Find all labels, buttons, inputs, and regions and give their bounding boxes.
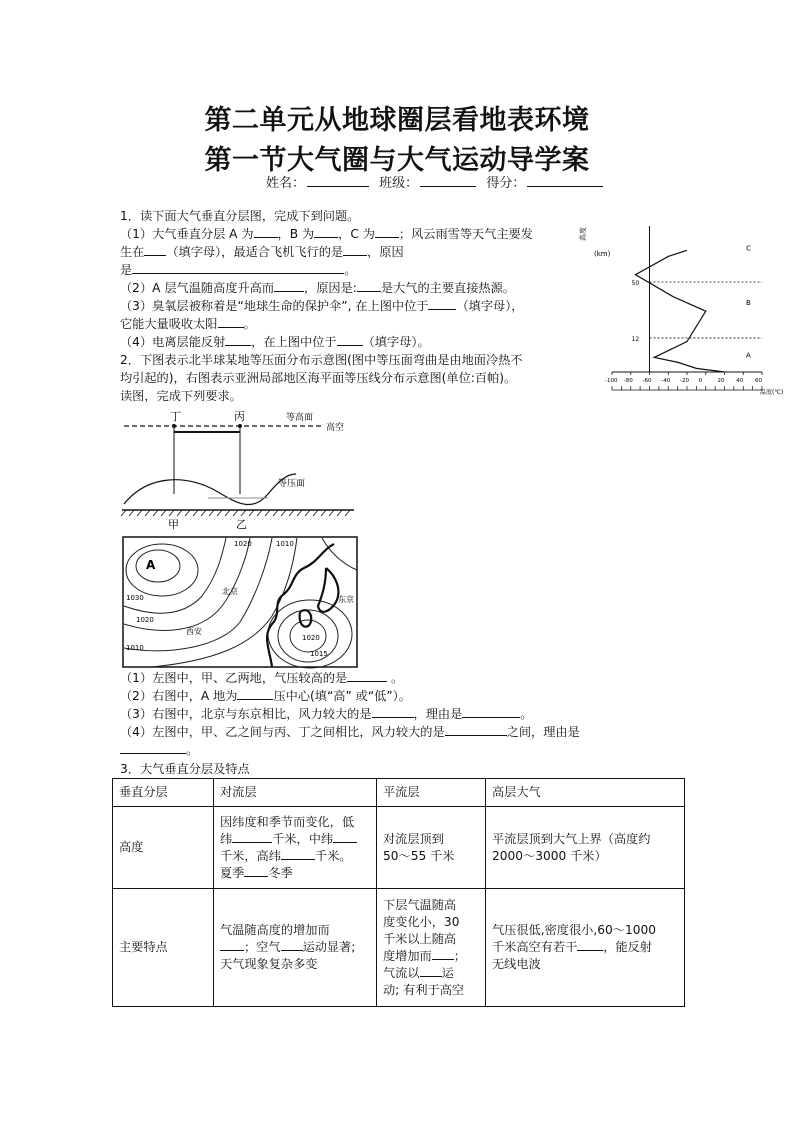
layer-feature-table [112,778,685,1007]
chart-x-tick: 20 [717,378,725,384]
blank[interactable] [244,865,268,877]
chart-x-tick: -40 [661,378,671,384]
table-row [113,779,685,807]
asia-isobar-map [122,536,358,668]
label-yi: 乙 [236,518,247,531]
isobar-1010-top: 1010 [276,540,294,548]
chart-x-tick: 40 [736,378,744,384]
q1-line4: （2）A 层气温随高度升高而 ，原因是: 是大气的主要直接热源。 [120,281,515,295]
isobar-1030: 1030 [126,594,144,602]
q1-line3: 是 。 [120,263,357,277]
chart-layer-label: B [746,299,751,308]
q2-line2: 均引起的)，右图表示亚洲局部地区海平面等压线分布示意图(单位:百帕)。 [120,371,517,385]
blank[interactable] [120,742,186,754]
blank[interactable] [281,848,315,860]
q2-sub3: （3）右图中，北京与东京相比，风力较大的是 ，理由是 。 [120,707,533,721]
row-height-label: 高度 [113,807,214,889]
blank[interactable] [372,706,414,718]
blank[interactable] [254,226,278,238]
class-label: 班级： [379,176,419,191]
header-upper: 高层大气 [486,779,685,807]
table-title: 3．大气垂直分层及特点 [120,762,250,776]
chart-xlabel: 温度(℃) [760,389,784,396]
blank[interactable] [445,724,507,736]
map-frame [123,537,357,667]
label-dongjing: 东京 [338,595,354,604]
label-beijing: 北京 [222,587,238,596]
temperature-curve [635,250,724,372]
chart-x-tick: -100 [605,378,618,384]
table-row [113,807,685,889]
blank[interactable] [281,939,303,951]
isobar-1020-left: 1020 [136,616,154,624]
isobar-1015: 1015 [310,650,328,658]
chart-layer-label: C [746,244,751,253]
header-stratosphere: 平流层 [377,779,486,807]
label-A: A [146,558,156,572]
chart-x-tick: 60 [755,378,762,384]
troposphere-feature: 气温随高度的增加而 ；空气 运动显著; 天气现象复杂多变 [214,889,377,1007]
score-label: 得分： [486,176,526,191]
q1-line1: （1）大气垂直分层 A 为 ，B 为 ，C 为 ；风云雨雪等天气主要发 [120,227,533,241]
isobar-1020-center: 1020 [302,634,320,642]
chart-x-tick: -60 [642,378,652,384]
header-layer: 垂直分层 [113,779,214,807]
q2-sub1: （1）左图中，甲、乙两地，气压较高的是 。 [120,671,404,685]
label-bing: 丙 [234,410,245,423]
q1-stem: 1．读下面大气垂直分层图，完成下到问题。 [120,209,360,223]
chart-x-tick: 0 [698,378,703,384]
atmosphere-layer-chart [579,212,788,402]
class-field[interactable] [420,174,476,187]
blank[interactable] [144,244,166,256]
blank[interactable] [420,965,442,977]
blank[interactable] [314,226,338,238]
stratosphere-feature: 下层气温随高 度变化小，30 千米以上随高 度增加而 ； 气流以 运 动; 有利于高空 [377,889,486,1007]
blank[interactable] [577,939,603,951]
blank[interactable] [428,298,456,310]
chart-y-tick: 50 [631,279,640,287]
upper-height: 平流层顶到大气上界（高度约 2000～3000 千米） [486,807,685,889]
chart-yunit: (km) [594,250,611,258]
chart-layer-label: A [746,351,751,360]
label-gaokong: 高空 [326,423,345,433]
chart-x-tick: -80 [623,378,633,384]
label-jia: 甲 [168,518,179,531]
label-isobaric: 等压面 [278,479,306,489]
q2-sub2: （2）右图中，A 地为 压中心(填“高” 或“低”）。 [120,689,411,703]
upper-feature: 气压很低,密度很小,60～1000 千米高空有若干 ，能反射 无线电波 [486,889,685,1007]
blank[interactable] [218,316,244,328]
q2-line3: 读图，完成下列要求。 [120,389,242,403]
q1-line5: （3）臭氧层被称着是“地球生命的保护伞”, 在上图中位于 （填字母）， [120,299,524,313]
blank[interactable] [432,948,454,960]
q1-line6: 它能大量吸收太阳 。 [120,317,256,331]
ground-hatching [121,510,350,516]
blank[interactable] [232,831,272,843]
blank[interactable] [462,706,520,718]
blank[interactable] [337,334,363,346]
blank[interactable] [274,280,304,292]
student-info [266,172,609,191]
blank[interactable] [347,670,387,682]
page-title: 第二单元从地球圈层看地表环境 [204,105,590,136]
table-row [113,889,685,1007]
q1-line7: （4）电离层能反射 ，在上图中位于 （填字母）。 [120,335,430,349]
label-equal-height: 等高面 [286,413,314,423]
q1-line2: 生在 （填字母），最适合飞机飞行的是 ，原因 [120,245,404,259]
isobar-1010-left: 1010 [126,644,144,652]
chart-ylabel: 高度 [579,227,587,241]
stratosphere-height: 对流层顶到 50～55 千米 [377,807,486,889]
row-feature-label: 主要特点 [113,889,214,1007]
ground-isobar-curve [124,474,296,505]
point-ding [172,424,176,428]
blank[interactable] [343,244,367,256]
q2-sub4-cont: 。 [120,742,198,758]
troposphere-height: 因纬度和季节而变化，低 纬 千米，中纬 千米，高纬 千米。 夏季 冬季 [214,807,377,889]
isobaric-surface-diagram [118,404,358,534]
header-troposphere: 对流层 [214,779,377,807]
name-field[interactable] [307,174,369,187]
label-ding: 丁 [170,410,181,423]
name-label: 姓名： [266,176,306,191]
page-subtitle: 第一节大气圈与大气运动导学案 [204,145,590,176]
q2-sub4: （4）左图中，甲、乙之间与丙、丁之间相比，风力较大的是 之间，理由是 [120,725,580,739]
blank[interactable] [333,831,357,843]
blank[interactable] [357,280,381,292]
label-xian: 西安 [186,627,202,636]
blank[interactable] [132,262,344,274]
score-field[interactable] [527,174,603,187]
isobar-1020-top: 1020 [234,540,252,548]
blank[interactable] [237,688,273,700]
chart-y-tick: 12 [631,335,640,343]
blank[interactable] [225,334,251,346]
blank[interactable] [375,226,399,238]
q2-line1: 2．下图表示北半球某地等压面分布示意图(图中等压面弯曲是由地面冷热不 [120,353,523,367]
blank[interactable] [220,939,244,951]
chart-plot-area [605,226,783,396]
point-bing [238,424,242,428]
chart-x-tick: -20 [680,378,689,384]
